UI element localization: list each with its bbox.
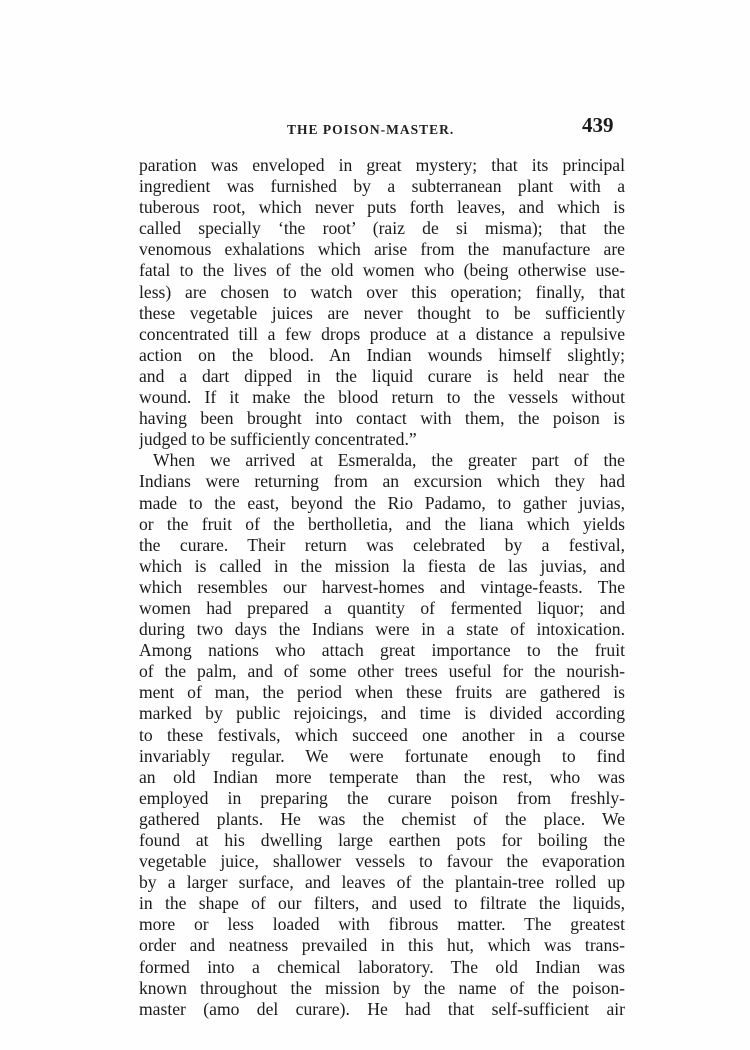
text-line: known throughout the mission by the name of the poison- [139, 977, 625, 998]
text-line: in the shape of our filters, and used to filtrate the liquids, [139, 893, 625, 914]
text-line: Among nations who attach great importance to the fruit [139, 640, 625, 661]
text-line: formed into a chemical laboratory. The old Indian was [139, 956, 625, 977]
text-line: ment of man, the period when these fruits are gathered is [139, 682, 625, 703]
text-line: Indians were returning from an excursion which they had [139, 471, 625, 492]
text-line: less) are chosen to watch over this operation; finally, that [139, 281, 625, 302]
text-line: concentrated till a few drops produce at a distance a repulsive [139, 323, 625, 344]
text-line: employed in preparing the curare poison from freshly- [139, 787, 625, 808]
text-line: paration was enveloped in great mystery; that its principal [139, 155, 625, 175]
text-line: more or less loaded with fibrous matter. The greatest [139, 914, 625, 935]
text-line: vegetable juice, shallower vessels to favour the evaporation [139, 851, 625, 872]
text-line: which resembles our harvest-homes and vintage-feasts. The [139, 576, 625, 597]
text-line: wound. If it make the blood return to the vessels without [139, 387, 625, 408]
text-line: order and neatness prevailed in this hut, which was trans- [139, 935, 625, 956]
text-line: called specially ‘the root’ (raiz de si misma); that the [139, 218, 625, 239]
text-line: ingredient was furnished by a subterranean plant with a [139, 176, 625, 197]
text-line: fatal to the lives of the old women who (being otherwise use- [139, 260, 625, 281]
text-line: having been brought into contact with them, the poison is [139, 408, 625, 429]
text-line: made to the east, beyond the Rio Padamo, to gather juvias, [139, 492, 625, 513]
running-title: THE POISON-MASTER. [287, 122, 455, 137]
text-line: which is called in the mission la fiesta de las juvias, and [139, 555, 625, 576]
paragraph-start-line: When we arrived at Esmeralda, the greater part of the [153, 450, 625, 471]
text-line: and a dart dipped in the liquid curare is held near the [139, 365, 625, 386]
text-line: master (amo del curare). He had that self-sufficient air [139, 998, 625, 1019]
text-line: of the palm, and of some other trees useful for the nourish- [139, 661, 625, 682]
page-number: 439 [582, 113, 614, 137]
body-text [139, 155, 625, 1020]
text-line: by a larger surface, and leaves of the plantain-tree rolled up [139, 872, 625, 893]
text-line: women had prepared a quantity of fermented liquor; and [139, 597, 625, 618]
text-line: during two days the Indians were in a state of intoxication. [139, 619, 625, 640]
text-line: judged to be sufficiently concentrated.” [139, 429, 417, 450]
text-line: the curare. Their return was celebrated by a festival, [139, 534, 625, 555]
text-line: tuberous root, which never puts forth leaves, and which is [139, 197, 625, 218]
text-line: gathered plants. He was the chemist of the place. We [139, 808, 625, 829]
text-line: an old Indian more temperate than the rest, who was [139, 766, 625, 787]
text-line: these vegetable juices are never thought to be sufficiently [139, 302, 625, 323]
text-line: invariably regular. We were fortunate enough to find [139, 745, 625, 766]
text-line: found at his dwelling large earthen pots for boiling the [139, 830, 625, 850]
text-line: action on the blood. An Indian wounds himself slightly; [139, 344, 625, 365]
text-line: marked by public rejoicings, and time is divided according [139, 703, 625, 724]
text-line: to these festivals, which succeed one another in a course [139, 724, 625, 745]
text-line: venomous exhalations which arise from the manufacture are [139, 239, 625, 260]
text-line: or the fruit of the bertholletia, and the liana which yields [139, 513, 625, 534]
